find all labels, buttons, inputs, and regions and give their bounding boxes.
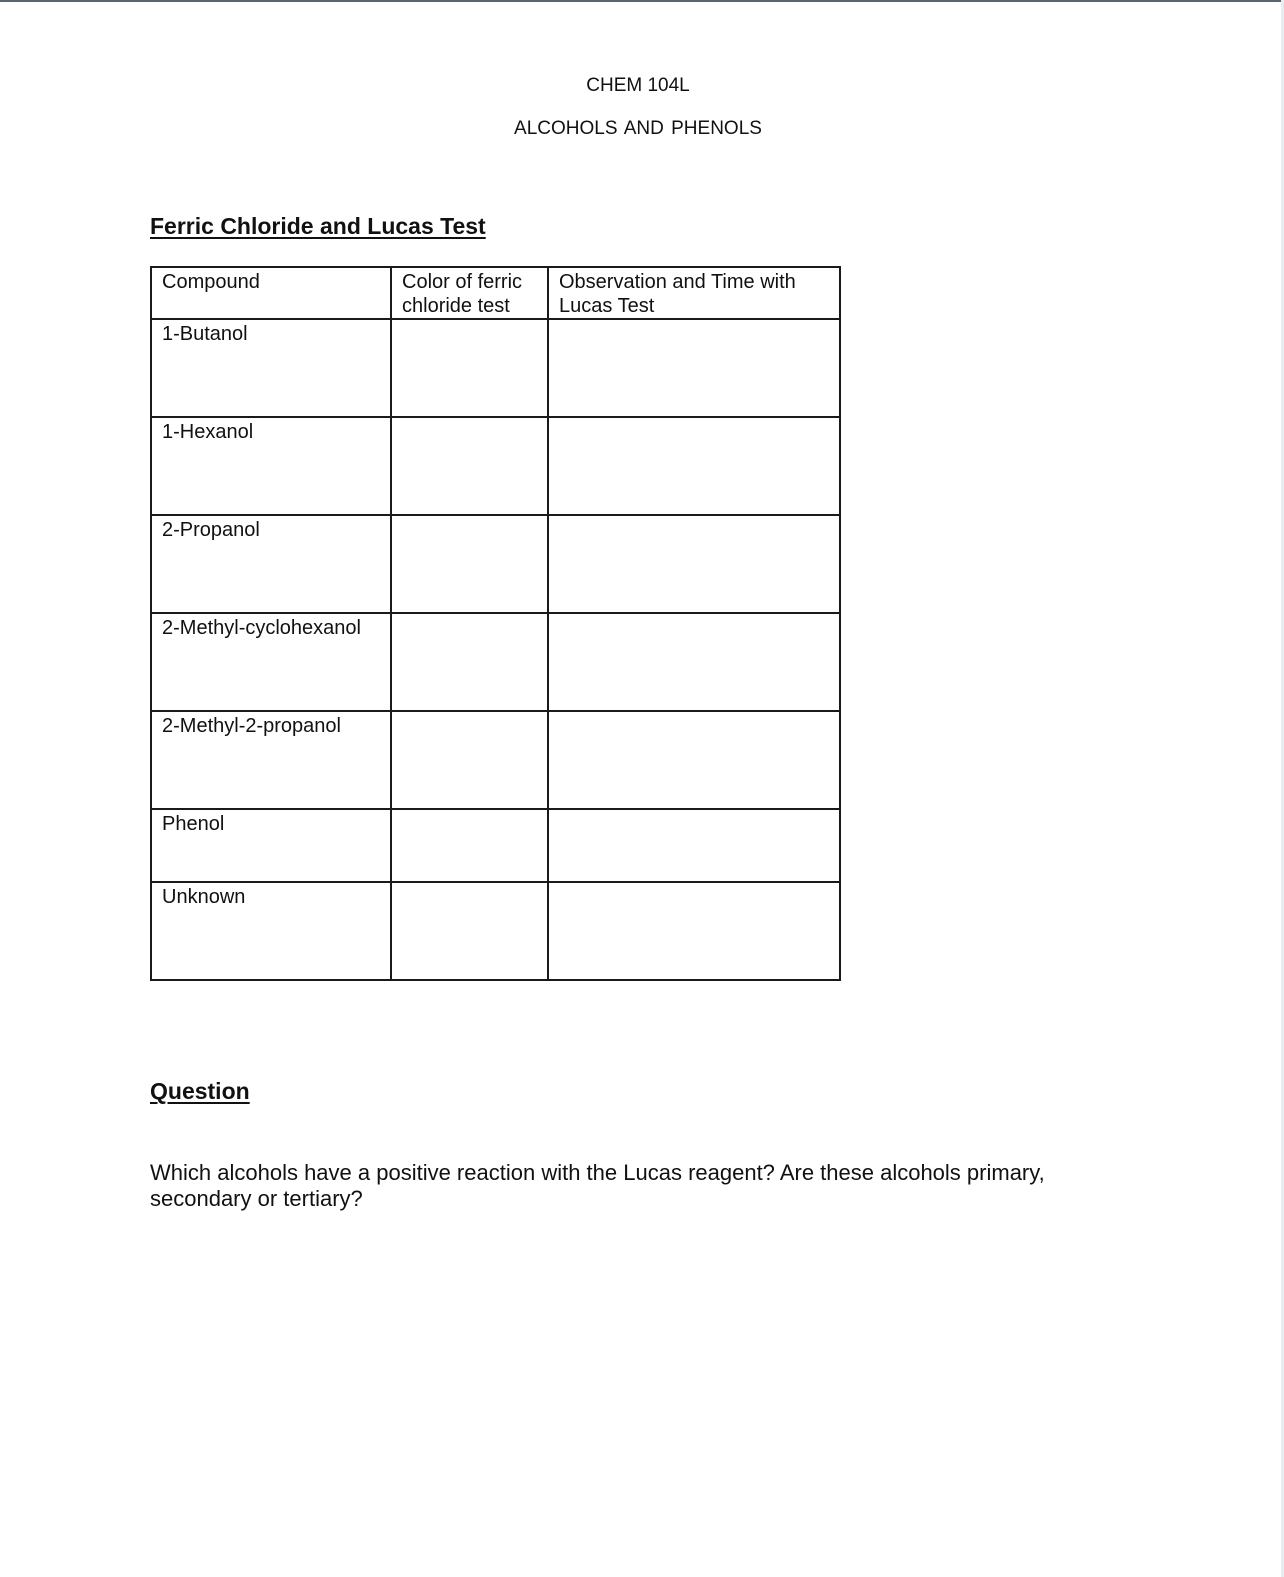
table-row bbox=[151, 319, 840, 417]
lucas-observation-cell[interactable] bbox=[548, 417, 840, 515]
compound-cell: Unknown bbox=[151, 882, 391, 980]
ferric-color-cell[interactable] bbox=[391, 319, 548, 417]
ferric-color-cell[interactable] bbox=[391, 882, 548, 980]
table-header-row bbox=[151, 267, 840, 319]
ferric-color-cell[interactable] bbox=[391, 809, 548, 882]
page-top-border bbox=[0, 0, 1284, 2]
column-header-lucas-observation: Observation and Time with Lucas Test bbox=[548, 267, 840, 319]
column-header-ferric-color: Color of ferric chloride test bbox=[391, 267, 548, 319]
ferric-color-cell[interactable] bbox=[391, 515, 548, 613]
lucas-observation-cell[interactable] bbox=[548, 319, 840, 417]
ferric-color-cell[interactable] bbox=[391, 417, 548, 515]
course-title: CHEM 104L bbox=[586, 75, 690, 96]
lucas-observation-cell[interactable] bbox=[548, 515, 840, 613]
compound-cell: 2-Methyl-cyclohexanol bbox=[151, 613, 391, 711]
lucas-observation-cell[interactable] bbox=[548, 711, 840, 809]
lab-title: ALCOHOLS AND PHENOLS bbox=[514, 118, 762, 139]
lucas-observation-cell[interactable] bbox=[548, 882, 840, 980]
compound-cell: 1-Butanol bbox=[151, 319, 391, 417]
compound-cell: 1-Hexanol bbox=[151, 417, 391, 515]
results-table bbox=[150, 266, 841, 981]
compound-cell: 2-Methyl-2-propanol bbox=[151, 711, 391, 809]
table-row bbox=[151, 809, 840, 882]
column-header-compound: Compound bbox=[151, 267, 391, 319]
table-section-heading: Ferric Chloride and Lucas Test bbox=[150, 213, 486, 239]
table-row bbox=[151, 711, 840, 809]
table-row bbox=[151, 613, 840, 711]
ferric-color-cell[interactable] bbox=[391, 613, 548, 711]
ferric-color-cell[interactable] bbox=[391, 711, 548, 809]
lucas-observation-cell[interactable] bbox=[548, 613, 840, 711]
table-row bbox=[151, 515, 840, 613]
compound-cell: 2-Propanol bbox=[151, 515, 391, 613]
table-row bbox=[151, 417, 840, 515]
lucas-observation-cell[interactable] bbox=[548, 809, 840, 882]
question-text: Which alcohols have a positive reaction with the Lucas reagent? Are these alcohols primary, secondary or tertiary? bbox=[150, 1160, 1045, 1211]
question-section-heading: Question bbox=[150, 1078, 250, 1104]
compound-cell: Phenol bbox=[151, 809, 391, 882]
table-row bbox=[151, 882, 840, 980]
